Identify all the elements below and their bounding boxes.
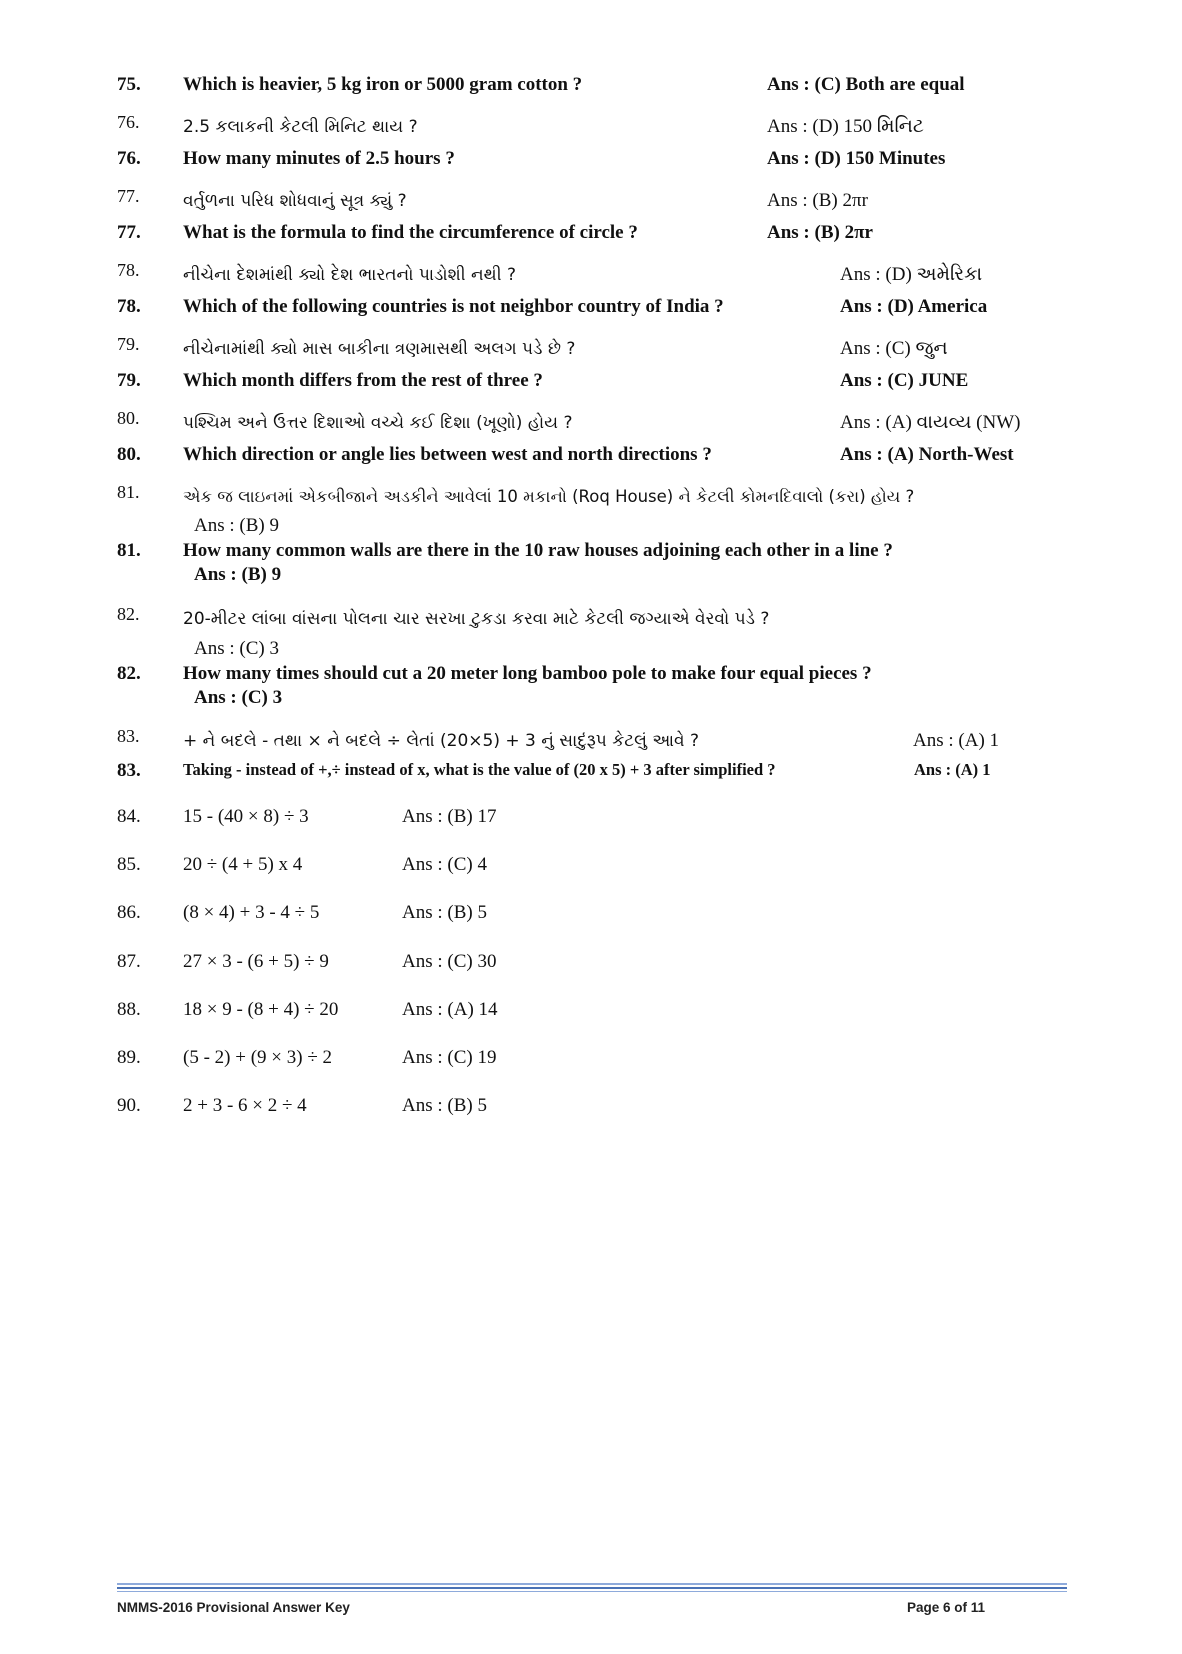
answer-text: Ans : (A) 1 (913, 730, 1000, 751)
question-text: How many times should cut a 20 meter long bamboo pole to make four equal pieces ? (183, 663, 872, 684)
answer-text: Ans : (A) 14 (402, 999, 498, 1020)
question-number: 88. (117, 999, 141, 1020)
question-number: 77. (117, 186, 140, 206)
question-text-gujarati: + ને બદલે - તથા × ને બદલે ÷ લેતાં (20×5) + 3 નું સાદુંરૂપ કેટલું આવે ? (183, 731, 700, 751)
question-text-gujarati: નીચેના દેશમાંથી ક્યો દેશ ભારતનો પાડોશી નથી ? (183, 265, 516, 285)
question-number: 79. (117, 370, 141, 391)
footer-rule (117, 1587, 1067, 1589)
answer-text: Ans : (B) 5 (402, 902, 487, 923)
math-expression: (5 - 2) + (9 × 3) ÷ 2 (183, 1047, 332, 1068)
question-text-gujarati: એક જ લાઇનમાં એકબીજાને અડકીને આવેલાં 10 મકાનો (Roq House) ને કેટલી કોમનદિવાલો (કરા) હોય ? (183, 487, 915, 506)
math-expression: 27 × 3 - (6 + 5) ÷ 9 (183, 951, 329, 972)
answer-text: Ans : (C) 3 (194, 638, 279, 659)
question-number: 75. (117, 74, 141, 95)
math-expression: 18 × 9 - (8 + 4) ÷ 20 (183, 999, 339, 1020)
answer-text: Ans : (B) 2πr (767, 222, 873, 243)
answer-text: Ans : (D) 150 Minutes (767, 148, 946, 169)
answer-text-gujarati: Ans : (C) જુન (840, 338, 948, 359)
question-number: 84. (117, 806, 141, 827)
question-number: 76. (117, 148, 141, 169)
question-text: How many minutes of 2.5 hours ? (183, 148, 455, 169)
question-number: 79. (117, 334, 140, 354)
question-number: 77. (117, 222, 141, 243)
question-number: 78. (117, 296, 141, 317)
answer-text: Ans : (B) 9 (194, 564, 282, 585)
question-number: 80. (117, 408, 140, 428)
question-text-gujarati: વર્તુળના પરિધ શોધવાનું સૂત્ર ક્યું ? (183, 191, 407, 211)
answer-text: Ans : (C) 3 (194, 687, 283, 708)
answer-text-gujarati: Ans : (A) વાયવ્ય (NW) (840, 412, 1021, 433)
answer-text: Ans : (B) 17 (402, 806, 497, 827)
math-expression: (8 × 4) + 3 - 4 ÷ 5 (183, 902, 320, 923)
question-text: Which month differs from the rest of three ? (183, 370, 543, 391)
question-number: 81. (117, 540, 141, 561)
answer-text: Ans : (C) JUNE (840, 370, 969, 391)
question-text-gujarati: પશ્ચિમ અને ઉત્તર દિશાઓ વચ્ચે કઈ દિશા (ખૂણો) હોય ? (183, 413, 573, 433)
question-number: 82. (117, 604, 140, 624)
answer-text-gujarati: Ans : (D) 150 મિનિટ (767, 116, 924, 137)
question-text-gujarati: 20-મીટર લાંબા વાંસના પોલના ચાર સરખા ટુકડા કરવા માટે કેટલી જગ્યાએ વેરવો પડે ? (183, 609, 770, 629)
footer-rule (117, 1591, 1067, 1592)
answer-text: Ans : (A) 1 (914, 760, 991, 779)
answer-text: Ans : (C) 4 (402, 854, 487, 875)
question-number: 76. (117, 112, 140, 132)
question-number: 81. (117, 482, 140, 502)
answer-text: Ans : (C) Both are equal (767, 74, 965, 95)
question-text: Which is heavier, 5 kg iron or 5000 gram cotton ? (183, 74, 583, 95)
page-number: Page 6 of 11 (907, 1600, 986, 1615)
question-number: 89. (117, 1047, 141, 1068)
question-text: Which direction or angle lies between west and north directions ? (183, 444, 712, 465)
question-text-gujarati: નીચેનામાંથી ક્યો માસ બાકીના ત્રણમાસથી અલગ પડે છે ? (183, 339, 576, 359)
math-expression: 20 ÷ (4 + 5) x 4 (183, 854, 303, 875)
question-text: Which of the following countries is not neighbor country of India ? (183, 296, 724, 317)
question-number: 85. (117, 854, 141, 875)
question-number: 83. (117, 760, 141, 781)
footer-title: NMMS-2016 Provisional Answer Key (117, 1600, 350, 1615)
answer-text: Ans : (D) America (840, 296, 988, 317)
question-text: How many common walls are there in the 10 raw houses adjoining each other in a line ? (183, 540, 893, 561)
footer-rule (117, 1583, 1067, 1585)
math-expression: 15 - (40 × 8) ÷ 3 (183, 806, 309, 827)
answer-text: Ans : (B) 5 (402, 1095, 487, 1116)
answer-text: Ans : (C) 30 (402, 951, 497, 972)
question-text: Taking - instead of +,÷ instead of x, what is the value of (20 x 5) + 3 after simplified ? (183, 760, 776, 779)
question-number: 90. (117, 1095, 141, 1116)
question-text-gujarati: 2.5 કલાકની કેટલી મિનિટ થાય ? (183, 117, 418, 137)
answer-text: Ans : (A) North-West (840, 444, 1014, 465)
question-number: 87. (117, 951, 141, 972)
question-number: 83. (117, 726, 140, 746)
answer-text-gujarati: Ans : (D) અમેરિકા (840, 264, 983, 285)
answer-text: Ans : (B) 9 (194, 515, 279, 536)
answer-text: Ans : (B) 2πr (767, 190, 868, 211)
question-number: 86. (117, 902, 141, 923)
question-text: What is the formula to find the circumference of circle ? (183, 222, 638, 243)
answer-text: Ans : (C) 19 (402, 1047, 497, 1068)
math-expression: 2 + 3 - 6 × 2 ÷ 4 (183, 1095, 307, 1116)
question-number: 80. (117, 444, 141, 465)
question-number: 82. (117, 663, 141, 684)
question-number: 78. (117, 260, 140, 280)
